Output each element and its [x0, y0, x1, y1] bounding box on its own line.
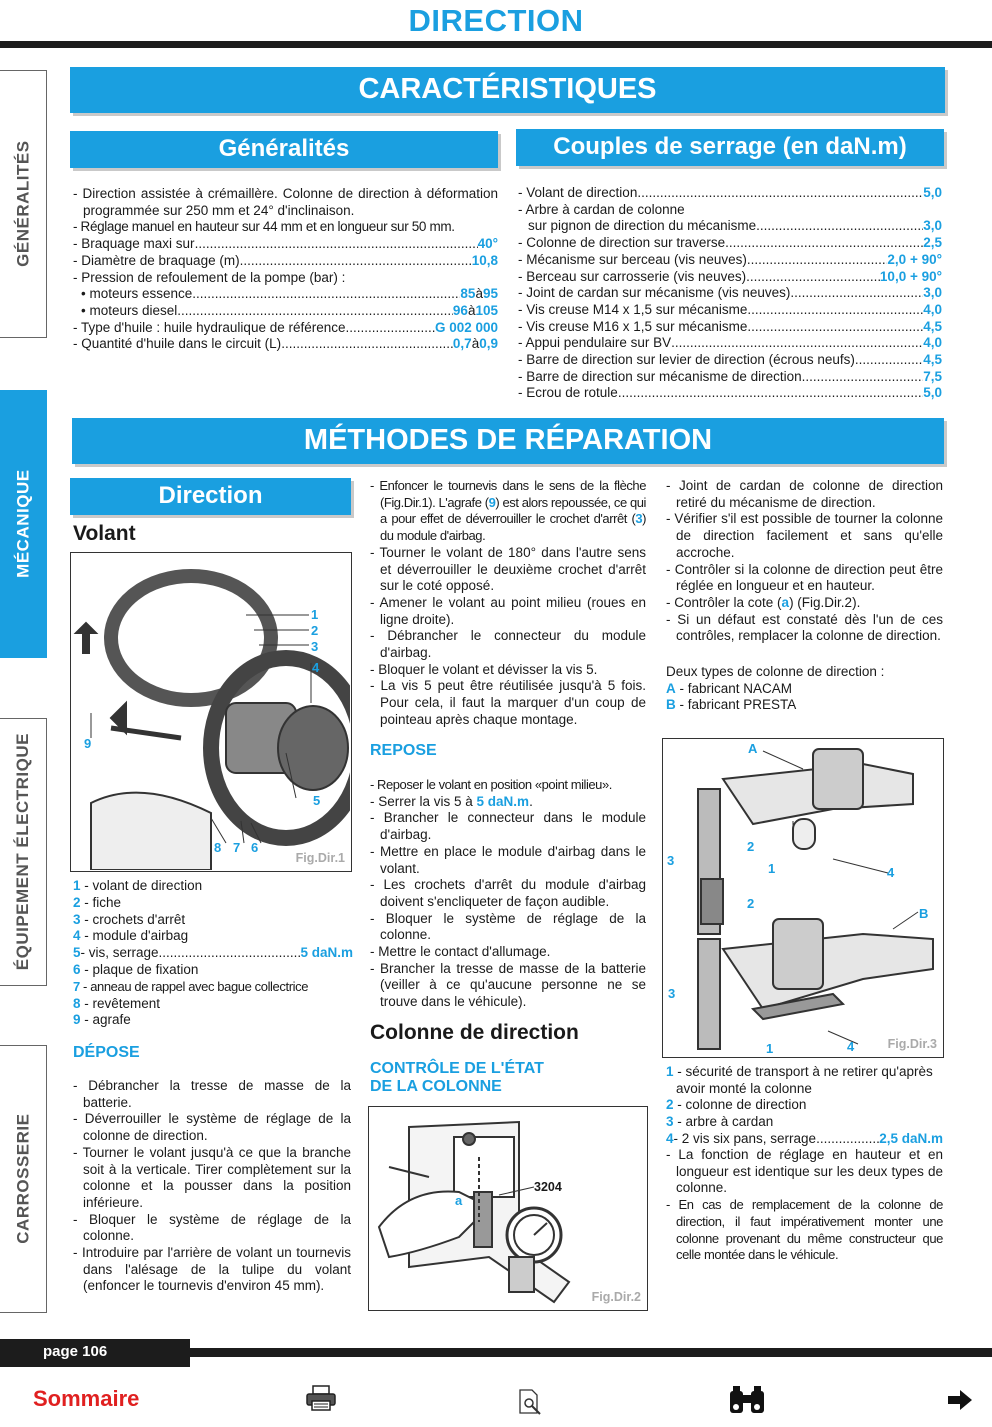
depose-step: - Amener le volant au point milieu (roues en ligne droite). [370, 594, 646, 627]
legend-text: - crochets d'arrêt [80, 911, 186, 927]
direction-banner: Direction [70, 478, 351, 515]
legend-text: - revêtement [80, 995, 161, 1011]
legend-number: 9 [73, 1012, 81, 1028]
torque-value: 5,0 [923, 185, 942, 200]
torque-row [518, 185, 942, 202]
page-number: page 106 [0, 1339, 190, 1367]
repose-step: - Serrer la vis 5 à 5 daN.m. [370, 793, 533, 809]
torque-row [518, 385, 942, 402]
spec-quantite: - Quantité d'huile dans le circuit (L) ..... 0,7 à 0,9 [73, 336, 498, 353]
repose-step: - Brancher le connecteur dans le module d'airbag. [370, 810, 646, 843]
tab-label: MÉCANIQUE [13, 469, 33, 579]
torque-row [518, 218, 942, 235]
figure-dir-3 [662, 738, 944, 1058]
legend-item [73, 912, 353, 929]
legend-number: 3 [666, 1114, 674, 1130]
couples-list [518, 185, 942, 402]
callout-4: 4 [887, 865, 895, 880]
leader-dots [855, 352, 923, 369]
col3-text [666, 478, 943, 714]
methodes-banner: MÉTHODES DE RÉPARATION [72, 418, 944, 464]
tab-mecanique[interactable] [0, 390, 47, 658]
depose-step: - Débrancher le connecteur du module d'airbag. [370, 628, 646, 661]
tab-label: ÉQUIPEMENT ÉLECTRIQUE [13, 733, 33, 971]
depose-step: - Introduire par l'arrière de volant un tournevis dans l'alésage de la tulipe du volant (enfoncer le tournevis d'environ 45 mm). [73, 1245, 351, 1294]
leader-dots [747, 252, 888, 269]
legend-text: - arbre à cardan [673, 1114, 774, 1130]
page-search-icon[interactable] [518, 1388, 544, 1416]
torque-row [518, 285, 942, 302]
callout-1b: 1 [766, 1041, 774, 1056]
leader-dots [790, 285, 923, 302]
repose-step: - Brancher la tresse de masse de la batterie (veiller à ce qu'aucune personne ne se trouve dans le véhicule). [370, 960, 646, 1010]
callout-2: 2 [311, 623, 319, 638]
legend-item [73, 928, 353, 945]
legend-item [73, 878, 353, 895]
spec-pression: - Pression de refoulement de la pompe (bar) : [73, 269, 346, 285]
controle-title: CONTRÔLE DE L'ÉTAT DE LA COLONNE [370, 1060, 544, 1095]
callout-3b: 3 [668, 986, 676, 1001]
repose-step: - Mettre en place le module d'airbag dans le volant. [370, 843, 646, 876]
leader-dots [725, 235, 923, 252]
colonne-notes [666, 1147, 943, 1264]
tab-equipement-electrique[interactable] [0, 718, 47, 986]
spec-essence: • moteurs essence ..... 85 à 95 [73, 286, 498, 303]
leader-dots [637, 185, 923, 202]
leader-dots [159, 945, 301, 962]
repose-list [370, 777, 646, 1011]
figure-dir-2 [368, 1106, 648, 1311]
colonne-note: - La fonction de réglage en hauteur et en longueur est identique sur les deux types de colonne. [666, 1147, 943, 1196]
callout-6: 6 [251, 840, 259, 855]
leader-dots [618, 385, 923, 402]
torque-value: 2,0 + 90° [887, 251, 942, 267]
couples-banner: Couples de serrage (en daN.m) [516, 129, 944, 166]
figure-caption: Fig.Dir.2 [591, 1290, 641, 1305]
legend-item [666, 1097, 943, 1114]
depose-list [73, 1078, 351, 1295]
figure-caption: Fig.Dir.3 [887, 1037, 937, 1052]
types-intro: Deux types de colonne de direction : [666, 664, 885, 680]
repose-steps [370, 810, 646, 1010]
repose-step: - Reposer le volant en position «point milieu». [370, 777, 612, 792]
torque-row [518, 252, 942, 269]
legend-text: - module d'airbag [80, 928, 189, 944]
legend-text: - 2 vis six pans, serrage [673, 1130, 817, 1146]
legend-number: 2 [73, 894, 81, 910]
legend-value: 5 daN.m [300, 945, 353, 961]
repose-step: - Bloquer le système de réglage de la colonne. [370, 910, 646, 943]
leader-dots [746, 269, 880, 286]
repose-step: - Les crochets d'arrêt du module d'airbag doivent s'encliqueter de façon audible. [370, 877, 646, 909]
legend-item [73, 996, 353, 1013]
depose-step: - La vis 5 peut être réutilisée jusqu'à 5 fois. Pour cela, il faut la marquer d'un coup de pointeau après chaque montage. [370, 678, 646, 727]
legend-number: 4 [73, 928, 81, 944]
steering-wheel-drawing [71, 553, 350, 870]
col3-steps [666, 478, 943, 595]
torque-value: 5,0 [923, 385, 942, 401]
volant-legend [73, 878, 353, 1029]
legend-number: 5 [73, 945, 81, 961]
legend-number: 4 [666, 1130, 674, 1146]
callout-1: 1 [768, 861, 776, 876]
callout-A: A [748, 741, 758, 756]
torque-row [518, 352, 942, 369]
torque-label: - Vis creuse M14 x 1,5 sur mécanisme [518, 301, 748, 317]
torque-value: 2,5 [923, 235, 942, 251]
legend-item [73, 895, 353, 912]
spec-diametre: - Diamètre de braquage (m) ..... 10,8 [73, 253, 498, 270]
torque-value: 4,0 [923, 335, 942, 351]
colonne-title: Colonne de direction [370, 1021, 579, 1044]
tool-label: 3204 [534, 1180, 562, 1194]
callout-1: 1 [311, 607, 319, 622]
torque-row [518, 335, 942, 352]
legend-value: 2,5 daN.m [879, 1130, 943, 1146]
leader-dots [671, 335, 923, 352]
leader-dots [747, 302, 923, 319]
col3-step: - Contrôler si la colonne de direction peut être réglée en longueur et en hauteur. [666, 561, 943, 594]
torque-value: 4,5 [923, 352, 942, 368]
torque-value: 7,5 [923, 368, 942, 384]
callout-3: 3 [667, 853, 675, 868]
torque-row [518, 319, 942, 336]
col2-text [370, 478, 646, 729]
torque-label: sur pignon de direction du mécanisme [528, 218, 757, 234]
figure-dir-1 [70, 552, 352, 872]
legend-number: 7 [73, 978, 80, 994]
legend-number: 8 [73, 995, 81, 1011]
depose-step: - Bloquer le système de réglage de la colonne. [73, 1211, 351, 1244]
torque-label: - Barre de direction sur levier de direction (écrous neufs) [518, 352, 855, 368]
type-a: A - fabricant NACAM [666, 680, 793, 696]
repose-title: REPOSE [370, 742, 437, 759]
callout-9: 9 [84, 736, 92, 751]
steering-columns-drawing [663, 739, 942, 1056]
torque-label: - Ecrou de rotule [518, 385, 618, 401]
caracteristiques-banner: CARACTÉRISTIQUES [70, 67, 945, 113]
col3-step: - Si un défaut est constaté dès l'un de ces contrôles, remplacer la colonne de direction. [666, 611, 943, 644]
torque-label: - Volant de direction [518, 185, 638, 200]
legend-text: - fiche [80, 894, 122, 910]
col3-step: - Contrôler la cote (a) (Fig.Dir.2). [666, 594, 861, 610]
leader-dots [816, 1131, 879, 1148]
legend-item [73, 945, 353, 962]
legend-text: - agrafe [80, 1012, 131, 1028]
tab-label: CARROSSERIE [13, 1113, 33, 1245]
legend-text: - anneau de rappel avec bague collectrice [79, 978, 309, 994]
depose-step: - Enfoncer le tournevis dans le sens de la flèche (Fig.Dir.1). L'agrafe (9) est alors repoussée, ce qui a pour effet de déverrouiller le crochet d'arrêt (3) du module d'airbag. [370, 478, 646, 544]
col3-step: - Vérifier s'il est possible de tourner la colonne de direction facilement et sans qu'elle accroche. [666, 511, 943, 560]
top-rule [0, 41, 992, 48]
legend-item [73, 962, 353, 979]
legend-text: - sécurité de transport à ne retirer qu'après avoir monté la colonne [673, 1064, 933, 1096]
callout-2b: 2 [747, 896, 755, 911]
footer-rule [190, 1348, 992, 1357]
col2-steps [370, 545, 646, 729]
next-arrow-icon[interactable] [946, 1388, 974, 1412]
torque-value: 4,5 [923, 318, 942, 334]
torque-value: 3,0 [923, 285, 942, 301]
torque-label: - Berceau sur carrosserie (vis neuves) [518, 268, 747, 284]
torque-label: - Barre de direction sur mécanisme de direction [518, 368, 802, 384]
torque-label: - Arbre à cardan de colonne [518, 201, 685, 217]
callout-5: 5 [313, 793, 321, 808]
leader-dots [747, 319, 923, 336]
binoculars-icon[interactable] [727, 1385, 767, 1415]
legend-number: 1 [666, 1064, 674, 1079]
callout-2: 2 [747, 839, 755, 854]
callout-B: B [919, 906, 929, 921]
leader-dots [756, 218, 923, 235]
legend-number: 2 [666, 1097, 674, 1113]
callout-8: 8 [214, 840, 222, 855]
spec-diesel: • moteurs diesel ..... 96 à 105 [73, 303, 498, 320]
legend-item [73, 1012, 353, 1029]
figure-caption: Fig.Dir.1 [295, 851, 345, 866]
gauge-label-a: a [455, 1193, 463, 1208]
generalites-line: - Réglage manuel en hauteur sur 44 mm et en longueur sur 50 mm. [73, 219, 455, 235]
torque-value: 4,0 [923, 301, 942, 317]
volant-title: Volant [73, 522, 136, 545]
torque-row [518, 269, 942, 286]
depose-step: - Tourner le volant jusqu'à ce que la branche soit à la verticale. Tirer complètement sur la colonne et la pousser dans la position inférieure. [73, 1144, 351, 1210]
leader-dots [802, 369, 924, 386]
generalites-section [73, 186, 498, 353]
torque-row [518, 369, 942, 386]
colonne-legend [666, 1064, 943, 1148]
legend-text: - colonne de direction [673, 1097, 807, 1113]
torque-value: 3,0 [923, 218, 942, 234]
torque-value: 10,0 + 90° [879, 268, 942, 284]
type-b: B - fabricant PRESTA [666, 697, 797, 713]
depose-step: - Déverrouiller le système de réglage de la colonne de direction. [73, 1111, 351, 1144]
tab-generalites[interactable] [0, 70, 47, 338]
torque-label: - Appui pendulaire sur BV [518, 335, 672, 351]
print-icon[interactable] [305, 1384, 337, 1412]
repose-step: - Mettre le contact d'allumage. [370, 944, 551, 960]
depose-title: DÉPOSE [73, 1044, 140, 1061]
legend-item [73, 979, 353, 996]
legend-item [666, 1114, 943, 1131]
legend-number: 3 [73, 911, 81, 927]
tab-label: GÉNÉRALITÉS [13, 140, 33, 268]
generalites-line: - Direction assistée à crémaillère. Colonne de direction à déformation programmée sur 250 mm et 24° d'inclinaison. [73, 186, 498, 218]
torque-label: - Joint de cardan sur mécanisme (vis neuves) [518, 285, 791, 301]
legend-text: - plaque de fixation [80, 961, 199, 977]
spec-braquage: - Braquage maxi sur ..... 40° [73, 236, 498, 253]
legend-number: 1 [73, 878, 81, 893]
colonne-note: - En cas de remplacement de la colonne de direction, il faut impérativement monter une colonne provenant du même constructeur que celle montée dans le véhicule. [666, 1197, 943, 1263]
column-gauge-drawing [369, 1107, 646, 1309]
torque-row [518, 202, 942, 219]
sommaire-link[interactable]: Sommaire [33, 1386, 140, 1411]
torque-label: - Mécanisme sur berceau (vis neuves) [518, 251, 747, 267]
legend-number: 6 [73, 961, 81, 977]
depose-step: - Bloquer le volant et dévisser la vis 5. [370, 661, 598, 677]
callout-4b: 4 [847, 1039, 855, 1054]
callout-3: 3 [311, 639, 319, 654]
legend-item [666, 1064, 943, 1097]
legend-text: - vis, serrage [80, 945, 159, 961]
callout-7: 7 [233, 840, 241, 855]
torque-label: - Vis creuse M16 x 1,5 sur mécanisme [518, 318, 748, 334]
page-title: DIRECTION [408, 3, 584, 38]
depose-step: - Débrancher la tresse de masse de la batterie. [73, 1078, 351, 1110]
torque-row [518, 235, 942, 252]
tab-carrosserie[interactable] [0, 1045, 47, 1313]
legend-text: - volant de direction [80, 878, 203, 893]
legend-item [666, 1131, 943, 1148]
torque-row [518, 302, 942, 319]
spec-huile: - Type d'huile : huile hydraulique de référence ..... G 002 000 [73, 320, 498, 337]
col3-step: - Joint de cardan de colonne de direction retiré du mécanisme de direction. [666, 478, 943, 510]
depose-step: - Tourner le volant de 180° dans l'autre sens et déverrouiller le deuxième crochet d'arrêt sur le coté opposé. [370, 544, 646, 594]
torque-label: - Colonne de direction sur traverse [518, 235, 726, 251]
generalites-banner: Généralités [70, 131, 498, 168]
callout-4: 4 [312, 660, 320, 675]
